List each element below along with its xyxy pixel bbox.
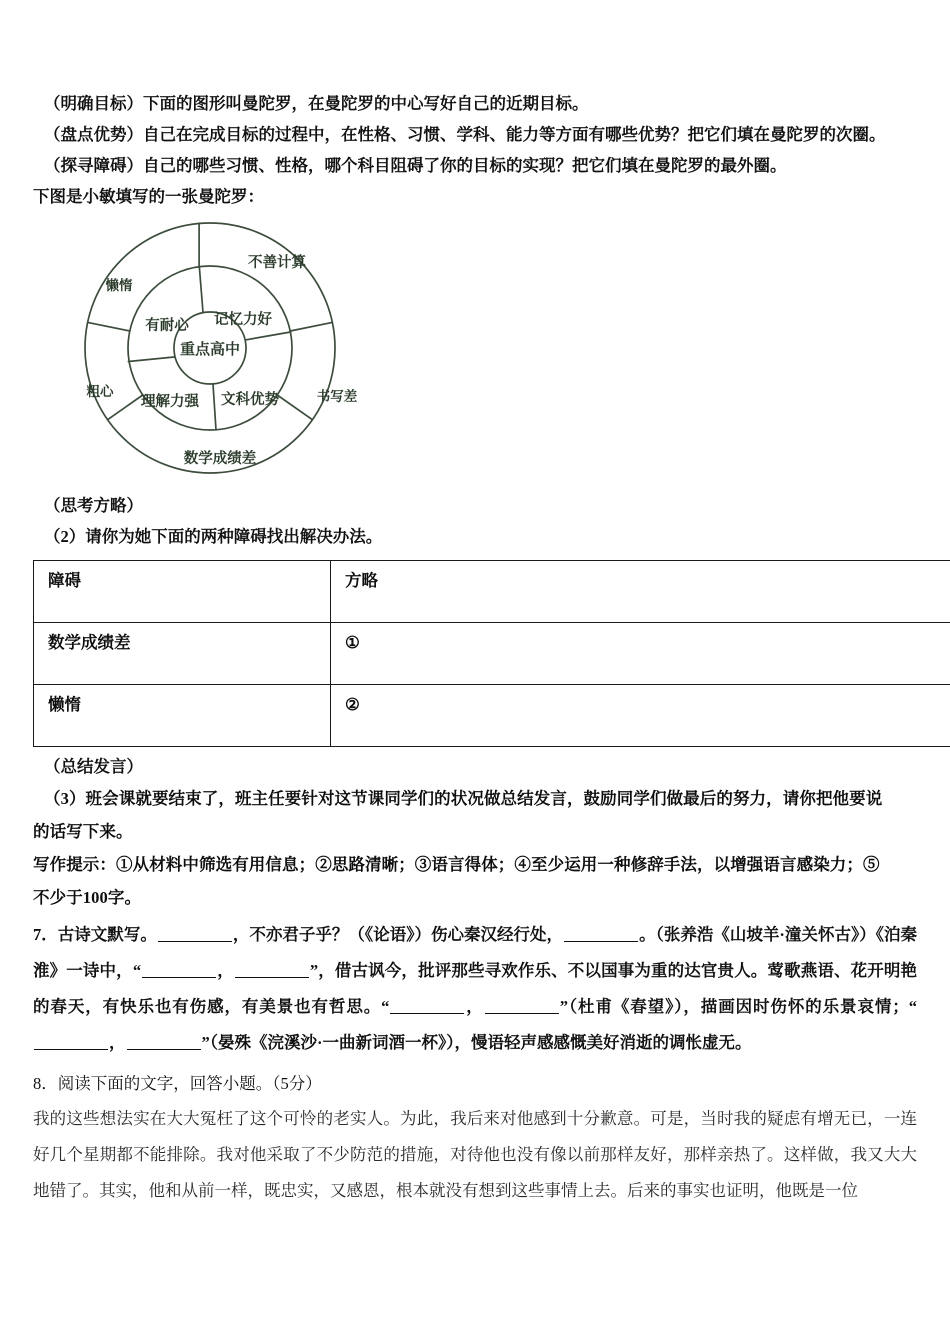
inner-divider-3 — [213, 384, 216, 430]
question-7-body — [33, 917, 917, 1061]
inner-divider-2 — [128, 357, 174, 362]
summary-tips-line-1: 写作提示：①从材料中筛选有用信息；②思路清晰；③语言得体；④至少运用一种修辞手法，以增强语言感染力；⑤ — [33, 855, 880, 874]
question-7-seg-1: ，不亦君子乎？（《论语》）伤心秦汉经行处， — [232, 925, 564, 944]
question-8 — [33, 1067, 917, 1209]
answer-blank-1[interactable] — [158, 926, 232, 942]
question-7-seg-2: 。（张养浩《山坡羊·潼关怀古》）《泊秦淮》一诗中，“ — [33, 925, 918, 980]
table-header-strategy: 方略 — [331, 561, 950, 623]
summary-question-line-1: （3）班会课就要结束了，班主任要针对这节课同学们的状况做总结发言，鼓励同学们做最后的努力，请你把他要说 — [44, 789, 883, 808]
answer-blank-7[interactable] — [34, 1034, 108, 1050]
summary-question-line-2: 的话写下来。 — [33, 822, 133, 841]
mandala-diagram — [55, 218, 385, 486]
question-7-seg-5: ， — [465, 997, 484, 1016]
answer-blank-5[interactable] — [390, 998, 464, 1014]
mandala-inner-label-3: 文科优势 — [221, 392, 279, 408]
question-7-number: 7． — [33, 925, 58, 944]
strategy-table — [33, 560, 950, 747]
question-7 — [33, 917, 917, 1061]
mandala-outer-label-0: 不善计算 — [248, 255, 306, 271]
page-content — [33, 88, 917, 1209]
outer-divider-5 — [290, 322, 332, 331]
mandala-outer-label-3: 数学成绩差 — [183, 451, 257, 467]
mandala-inner-label-0: 记忆力好 — [214, 312, 272, 328]
table-cell-obstacle-0: 数学成绩差 — [34, 623, 331, 685]
question-7-seg-3: ， — [217, 961, 234, 980]
mandala-inner-label-2: 理解力强 — [141, 394, 199, 410]
activity-step-3: （探寻障碍）自己的哪些习惯、性格，哪个科目阻碍了你的目标的实现？把它们填在曼陀罗的最外圈。 — [44, 156, 787, 175]
mandala-outer-label-4: 书写差 — [316, 389, 358, 404]
table-header-row — [34, 561, 950, 623]
mandala-center-label: 重点高中 — [179, 341, 241, 358]
table-header-obstacle: 障碍 — [34, 561, 331, 623]
outer-divider-2 — [88, 322, 130, 331]
mandala-outer-label-1: 懒惰 — [105, 278, 133, 293]
question-8-heading: 8．阅读下面的文字，回答小题。（5分） — [33, 1074, 322, 1093]
outer-divider-4 — [277, 395, 312, 420]
question-8-passage: 我的这些想法实在大大冤枉了这个可怜的老实人。为此，我后来对他感到十分歉意。可是，当时我的疑虑有增无已，一连好几个星期都不能排除。我对他采取了不少防范的措施，对待他也没有像以前那样友好，那样亲热了。这样做，我又大大地错了。其实，他和从前一样，既忠实，又感恩，根本就没有想到这些事情上去。后来的事实也证明，他既是一位 — [33, 1109, 917, 1200]
activity-step-1: （明确目标）下面的图形叫曼陀罗，在曼陀罗的中心写好自己的近期目标。 — [44, 94, 589, 113]
mandala-inner-label-1: 有耐心 — [145, 318, 189, 334]
inner-divider-1 — [199, 266, 203, 312]
summary-tips-line-2: 不少于100字。 — [33, 888, 142, 907]
figure-caption: 下图是小敏填写的一张曼陀罗： — [33, 187, 264, 206]
question-7-seg-4: ”，借古讽今，批评那些寻欢作乐、不以国事为重的达官贵人。莺歌燕语、花开明艳的春天，有快乐也有伤感，有美景也有哲思。“ — [33, 961, 918, 1016]
strategy-heading: （思考方略） — [44, 496, 143, 515]
question-7-seg-6: ”（杜甫《春望》），描画因时伤怀的乐景哀情；“ — [559, 997, 918, 1016]
table-cell-strategy-1[interactable]: ② — [331, 685, 950, 747]
inner-divider-4 — [246, 332, 291, 340]
answer-blank-4[interactable] — [235, 962, 309, 978]
table-row — [34, 685, 950, 747]
answer-blank-2[interactable] — [564, 926, 638, 942]
summary-heading: （总结发言） — [44, 757, 143, 776]
activity-step-2: （盘点优势）自己在完成目标的过程中，在性格、习惯、学科、能力等方面有哪些优势？把它们填在曼陀罗的次圈。 — [44, 125, 886, 144]
mandala-outer-label-2: 粗心 — [86, 384, 114, 399]
answer-blank-6[interactable] — [485, 998, 559, 1014]
question-7-title: 古诗文默写。 — [57, 925, 157, 944]
question-7-seg-8: ”（晏殊《浣溪沙·一曲新词酒一杯》），慢语轻声感感慨美好消逝的调怅虚无。 — [201, 1033, 752, 1052]
strategy-question: （2）请你为她下面的两种障碍找出解决办法。 — [44, 527, 383, 546]
question-7-seg-7: ， — [109, 1033, 126, 1052]
table-cell-strategy-0[interactable]: ① — [331, 623, 950, 685]
table-row — [34, 623, 950, 685]
answer-blank-3[interactable] — [142, 962, 216, 978]
answer-blank-8[interactable] — [127, 1034, 201, 1050]
table-cell-obstacle-1: 懒惰 — [34, 685, 331, 747]
